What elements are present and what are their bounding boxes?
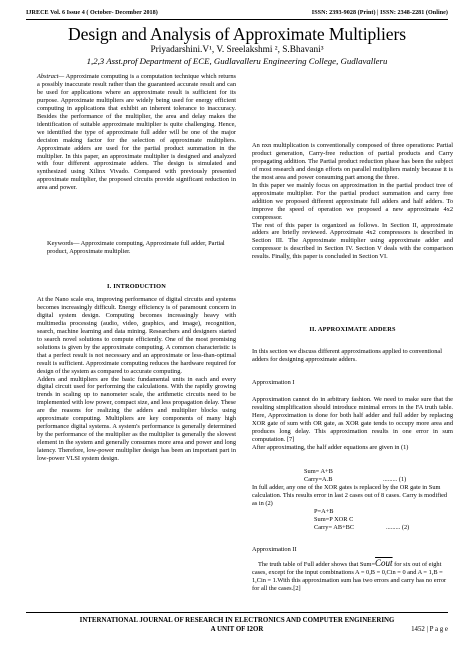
equation-1b: Carry=A.B xyxy=(304,476,333,483)
journal-issn: ISSN: 2393-9028 (Print) | ISSN: 2348-2281 (Online) xyxy=(311,10,448,16)
journal-header xyxy=(26,10,448,16)
approximation-2-body xyxy=(252,560,453,593)
right-paragraph-1: An nxn multiplication is conventionally composed of three operations: Partial product generation, Carry-free reduction of partial products and Carry propagating addition. The Partial product reduction phase has been the subject of most research and design efforts on parallel multipliers mainly because it is the most area and power consuming part among the three. xyxy=(252,142,453,181)
section2-intro: In this section we discuss different approximations applied to conventional adders for designing approximate adders. xyxy=(252,348,442,363)
affiliation: 1,2,3 Asst.prof Department of ECE, Gudlavalleru Engineering College, Gudlavalleru xyxy=(86,56,388,66)
intro-paragraph-1: At the Nano scale era, improving performance of digital circuits and systems becomes increasingly difficult. Energy efficiency is of paramount concern in digital system design. Computing becomes increasingly heavy with multimedia processing (audio, video, graphics, and image), recognition, search, machine learning and data mining. Researchers and designers started to search novel solutions to compute efficiently. One of the most promising solutions is given by the approximate computing. A common characteristic is that a perfect result is not necessary and an approximate or less-than-optimal result is sufficient. Approximate computing reduces the hardware required for design of the system as compared to accurate computing. xyxy=(37,296,236,375)
cout-symbol: Cout xyxy=(375,558,393,568)
approximation-1-label: Approximation I xyxy=(252,379,295,386)
journal-unit-footer: A UNIT OF I2OR xyxy=(210,626,264,633)
right-paragraph-3: The rest of this paper is organized as follows. In Section II, approximate adders are briefly reviewed. Approximate 4x2 compressors is described in Section III. The Approximate multiplier using approximate adder and compressor is described in Section IV. Section V deals with the comparison results. Finally, this paper is concluded in Section VI. xyxy=(252,221,453,261)
journal-issue: IJRECE Vol. 6 Issue 4 ( October- December 2018) xyxy=(26,10,158,16)
section-heading-introduction: I. INTRODUCTION xyxy=(107,283,166,290)
introduction-body xyxy=(37,296,236,463)
right-paragraph-2: In this paper we mainly focus on approximation in the partial product tree of approximate multiplier. For the partial product summation and carry free addition we proposed different approximate full adders and half adders. To improve the speed of operation we proposed a new approximate 4x2 compressor. xyxy=(252,181,453,221)
abstract-label: Abstract— xyxy=(37,73,65,80)
paper-title: Design and Analysis of Approximate Multipliers xyxy=(68,24,406,44)
footer-divider xyxy=(26,612,448,613)
equation-2-number: ......... (2) xyxy=(386,524,410,531)
equation-2a: P=A+B xyxy=(314,508,334,515)
keywords: Keywords— Approximate computing, Approximate full adder, Partial product, Approximate multiplier. xyxy=(47,240,225,255)
approx1-paragraph-2: After approximating, the half adder equations are given in (1) xyxy=(252,443,409,451)
abstract xyxy=(37,73,236,192)
equation-2b: Sum=P XOR C xyxy=(314,516,354,523)
page-number: 1452 | P a g e xyxy=(411,626,448,633)
approximation-1-body xyxy=(252,396,453,452)
header-divider xyxy=(26,19,448,20)
equation-2c: Carry= AB+BC xyxy=(314,524,355,531)
equation-1-number: ......... (1) xyxy=(383,476,407,483)
intro-paragraph-2: Adders and multipliers are the basic fundamental units in each and every digital circuit used for performing the calculations. With the rapidly growing trends in scaling up to nanometer scale, the arithmetic circuits need to be implemented with low power, compact size, and less propagation delay. These are the reasons for realizing the adders and multiplier blocks using approximate computing. Multipliers are key components of many high performance digital systems. A system's performance is generally determined by the performance of the multiplier as the multiplier is generally the slowest element in the system and generally consumes more area and power and long latency. Therefore, low-power multiplier design has been an important part in low-power VLSI system design. xyxy=(37,375,236,463)
section-heading-approximate-adders: II. APPROXIMATE ADDERS xyxy=(309,326,396,333)
right-intro-body xyxy=(252,142,453,261)
abstract-text: Approximate computing is a computation technique which returns a possibly inaccurate result rather than the guaranteed accurate result and can be used for applications where an approximate result is sufficient for its purpose. Approximate multipliers are widely being used for energy efficient computing in applications that exhibit an inherent tolerance to inaccuracy. Besides the performance of the multiplier, the area and delay makes the identification of suitable approximate multiplier is quite challenging. Hence, we identified the type of approximate full adder will be one of the major decision making factor for the selection of approximate multipliers. Approximate adders are used for the partial product summation in the multiplier. In this paper, an approximate multiplier is designed and analyzed with four different approximate adders. The design is simulated and synthesized using Xilinx Vivado. Compared with previously presented approximate multiplier, the proposed circuits provide significant reduction in area and power. xyxy=(37,73,236,192)
equation-1a: Sum= A+B xyxy=(304,468,333,475)
approx2-text-post: for six out of eight cases, except for the input combinations A = 0,B = 0,Cin = 0 and A = 1,B = 1,Cin = 1.With this approximation sum has two errors and carry has no error for all the cases.[2] xyxy=(252,561,447,592)
approx2-text-pre: The truth table of Full adder shows that Sum= xyxy=(258,561,376,568)
journal-name-footer: INTERNATIONAL JOURNAL OF RESEARCH IN ELECTRONICS AND COMPUTER ENGINEERING xyxy=(79,617,395,624)
approx1-paragraph-3: In full adder, any one of the XOR gates is replaced by the OR gate in Sum calculation. This results error in last 2 cases out of 8 cases. Carry is modified as in (2) xyxy=(252,484,448,507)
approximation-2-label: Approximation II xyxy=(252,546,297,553)
approx1-paragraph-1: Approximation cannot do in arbitrary fashion. We need to make sure that the resulting simplification should introduce minimal errors in the FA truth table. Here, Approximation is done for both half adder and full adder by replacing XOR gate of sum with OR gate, as XOR gate tends to occupy more area and produces long delay. This approximation results in one error in sum computation. [7] xyxy=(252,396,453,443)
author-list: Priyadarshini.V¹, V. Sreelakshmi ², S.Bhavani³ xyxy=(150,45,324,55)
